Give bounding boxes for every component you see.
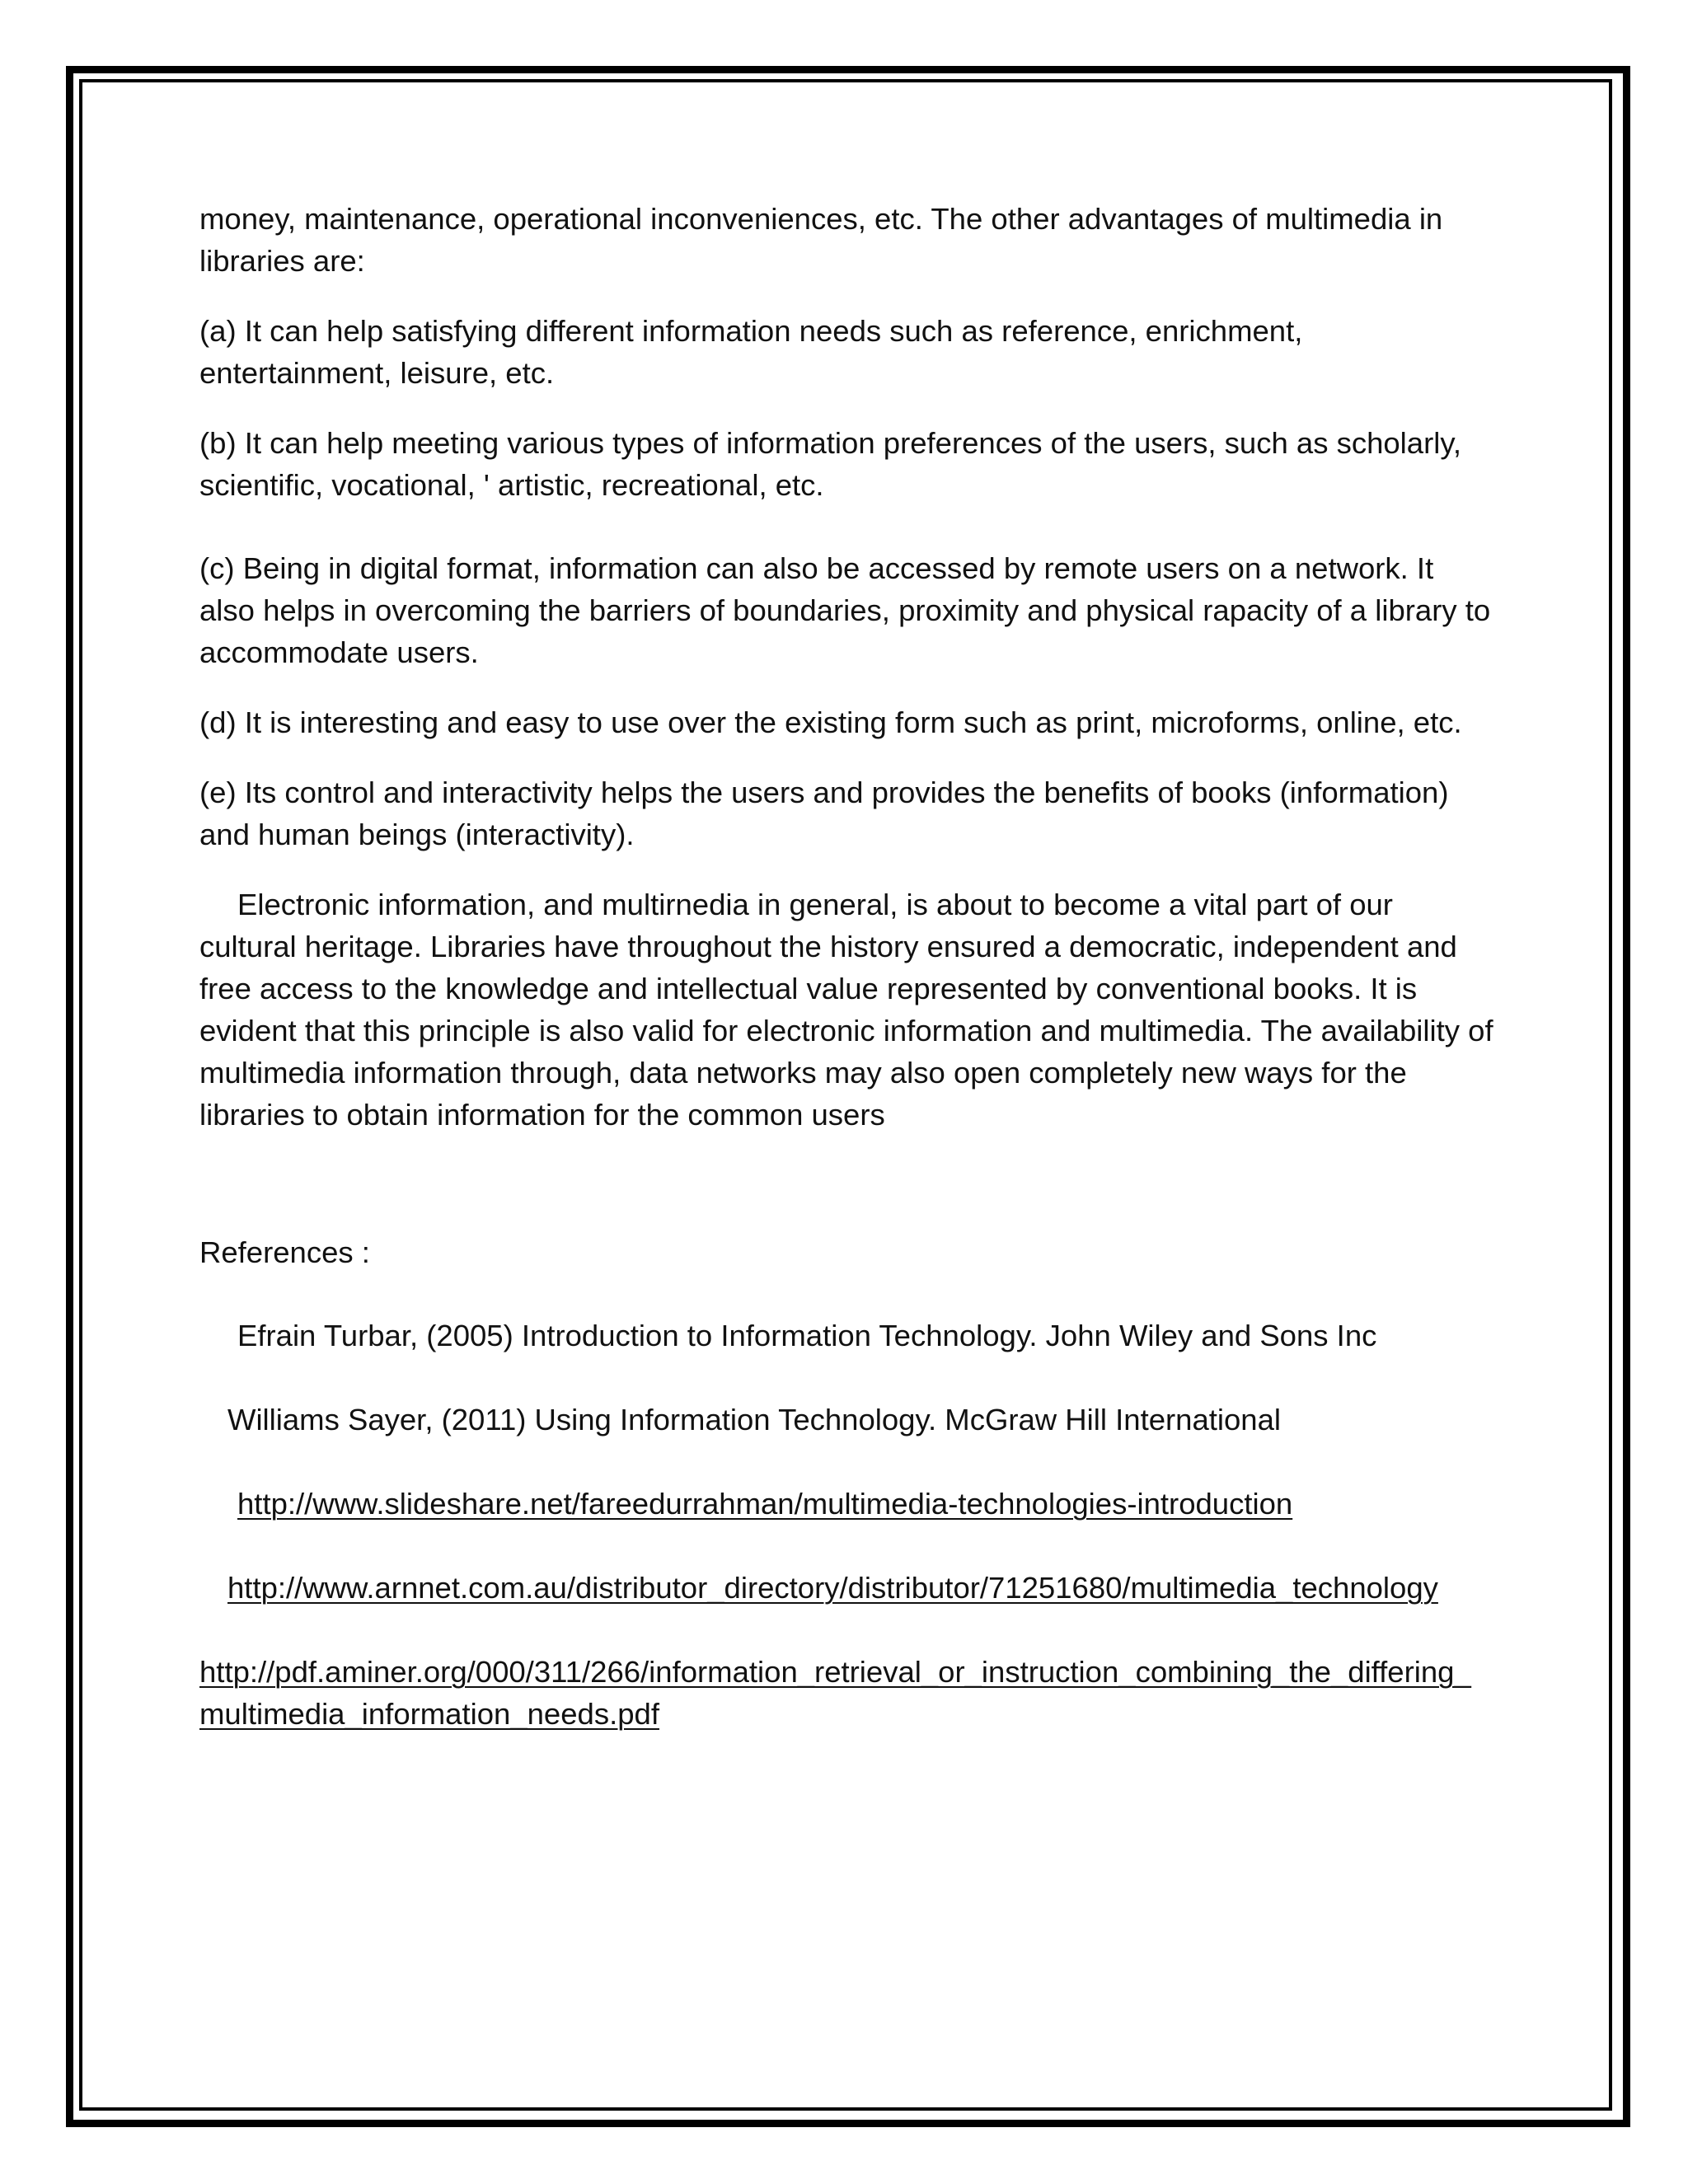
page-content [199, 198, 1493, 1777]
references-heading: References : [199, 1235, 370, 1269]
advantage-item-b: (b) It can help meeting various types of information preferences of the users, such as scholarly, scientific, vocational, ' artistic, recreational, etc. [199, 426, 1462, 502]
reference-item: Efrain Turbar, (2005) Introduction to Information Technology. John Wiley and Sons Inc [237, 1319, 1377, 1352]
reference-item: Williams Sayer, (2011) Using Information Technology. McGraw Hill International [227, 1403, 1282, 1436]
advantage-item-a: (a) It can help satisfying different information needs such as reference, enrichment, entertainment, leisure, etc. [199, 314, 1303, 390]
closing-paragraph: Electronic information, and multirnedia in general, is about to become a vital part of our cultural heritage. Libraries have throughout the history ensured a democratic, independent and free access to the knowledge and intellectual value represented by conventional books. It is evident that this principle is also valid for electronic information and multimedia. The availability of multimedia information through, data networks may also open completely new ways for the libraries to obtain information for the common users [199, 888, 1493, 1132]
reference-link[interactable]: http://www.arnnet.com.au/distributor_directory/distributor/71251680/multimedia_technology [227, 1571, 1438, 1605]
reference-link[interactable]: http://www.slideshare.net/fareedurrahman/multimedia-technologies-introduction [237, 1487, 1293, 1521]
advantage-item-d: (d) It is interesting and easy to use over the existing form such as print, microforms, online, etc. [199, 705, 1462, 739]
advantage-item-c: (c) Being in digital format, information can also be accessed by remote users on a network. It also helps in overcoming the barriers of boundaries, proximity and physical rapacity of a library to accommodate users. [199, 551, 1491, 669]
intro-paragraph: money, maintenance, operational inconveniences, etc. The other advantages of multimedia in libraries are: [199, 202, 1443, 278]
reference-link[interactable]: http://pdf.aminer.org/000/311/266/information_retrieval_or_instruction_combining_the_differing_multimedia_information_needs.pdf [199, 1655, 1471, 1731]
advantage-item-e: (e) Its control and interactivity helps the users and provides the benefits of books (information) and human beings (interactivity). [199, 776, 1449, 851]
